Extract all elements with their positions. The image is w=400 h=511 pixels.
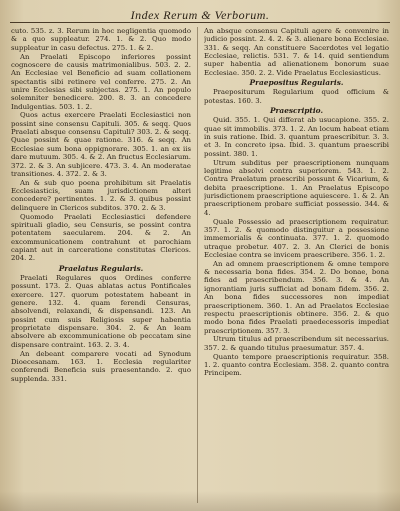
index-entry: An & sub quo poena prohibitum sit Praelatis Ecclesiasticis, suam jurisdictionem alteri concedere? pertinentes. 1. 2. & 3. quibus possint delinquere in Clericos subditos. 370. 2. & 3.	[11, 178, 191, 212]
index-entry: Utrum titulus ad praescribendum sit necessarius. 357. 2. & quando titulus praesumatur. 357. 4.	[204, 335, 389, 352]
header-rule	[10, 22, 390, 23]
index-heading: Praelatus Regularis.	[58, 263, 144, 273]
index-entry: Quid. 355. 1. Qui differat ab usucapione. 355. 2. quae sit immobilis. 373. 1. 2. An locum habeat etiam in suis ratione. Ibid. 3. quantum praescribitur. 3. 3. et 3. In concreto ipsa. Ibid. 3. quantum praescribi possint. 380. 1.	[204, 116, 389, 158]
index-entry: Praelati Regulares quos Ordines conferre possunt. 173. 2. Quas ablatas actus Pontificales exercere. 127. quorum potestatem habeant in genere. 132. 4. quam ferendi Censuras, absolvendi, relaxandi, & dispensandi. 123. An possint cum suis Religiosis super habentia proprietate dispensare. 304. 2. & An leam absolvere ab excommunicatione ob peccatam sine dispensare contraint. 163. 2. 3. 4.	[11, 273, 191, 349]
index-entry: Quanto tempore praescriptionis requiratur. 358. 1. 2. quanto contra Ecclesiam. 358. 2. quanto contra Principem.	[204, 352, 389, 378]
index-entry: Quale Possessio ad praescriptionem requiratur. 357. 1. 2. & quomodo distinguitur a possessione immemorialis & continuata. 377. 1. 2. quomodo utraque probetur. 407. 2. 3. An Clerici de bonis Ecclesiae contra se invicem praescribere. 356. 1. 2.	[204, 217, 389, 259]
index-entry: Utrum subditus per praescriptionem nunquam legitime absolvi contra superiorem. 543. 1. 2. Contra Praelatum praescribi possunt & Vicarium, & debita praescriptione. 1. An Praelatus Episcopo jurisdictionem praescriptione aquiescere. 1. & 2. An praescriptionem probare sufficiat possessio. 344. & 4.	[204, 158, 389, 217]
column-divider	[197, 27, 198, 503]
index-entry: An absque consensu Capituli agere & convenire in judicio possint. 2. 4. 2. & 3. alienare bona Ecclesiae. 331. & seqq. An constituere Sacerdotes vel legatio Ecclesiae, relictis. 531. 7. & 14. quid sentiendum super habentia ad alienationem bonorum suae Ecclesiae. 350. 2. 2. Vide Praelatus Ecclesiasticus.	[204, 27, 389, 77]
index-entry: Quos actus exercere Praelati Ecclesiastici non possint sine consensu Capituli. 305. & seqq. Quos Praelati absque consensu Capituli? 303. 2. & seqq. Quae possint & quae ratione. 316. & seqq. An Ecclesiae sum bona oppignorare. 305. 1. an ex iis dare mutuum. 305. 4. & 2. An fructus Ecclesiarum. 372. 2. & 3. An subjicere. 473. 3. 4. An moderatae transitiones. 4. 372. 2. & 3.	[11, 111, 191, 178]
index-heading: Praepositus Regularis.	[249, 78, 344, 88]
index-entry: An ad omnem praescriptionem & omne tempore & necessaria bona fides. 354. 2. Do bonae, bona fides ad praescribendum. 356. 3. & 4. An ignorantiam juris sufficiat ad bonam fidem. 356. 2. An bona fides successores non impediat praescriptionem. 360. 1. An ad Praelatos Ecclesiae respectu praescriptionis obtinere. 356. 2. & quo modo bona fides Praelati praedecessoris impediat praescriptionem. 357. 3.	[204, 259, 389, 335]
index-entry: An debeant comparere vocati ad Synodum Dioecesanam. 163. 1. Ecclesia regulariter conferendi Beneficia suis praesentando. 2. quo supplenda. 331.	[11, 349, 191, 383]
right-column	[204, 27, 389, 505]
index-entry: Praepositurum Regularium quod officium & potestas. 160. 3.	[204, 88, 389, 105]
index-heading: Praescriptio.	[269, 106, 324, 116]
left-column	[11, 27, 191, 505]
index-entry: An Praelati Episcopo inferiores possint cognoscere de causis matrimonialibus. 503. 2. 2. An Ecclesiae vel Beneficio ad suam collationem spectantis sibi retinere vel conferre. 275. 2. An unire Ecclesias sibi subjectas. 275. 1. An populo solemniter benedicere. 200. 8. 3. an concedere Indulgentias. 503. 1. 2.	[11, 52, 191, 111]
page-shadow	[0, 491, 400, 511]
header-title: Index Rerum & Verborum.	[130, 8, 270, 22]
index-entry: Quomodo Praelati Ecclesiastici defendere spirituali gladio, seu Censuris, se possint contra potentatem saecularem. 204. & 2. An excommunicationem contrahunt et parochiam capiant aut in carceratione constitutas Clericos. 204. 2.	[11, 212, 191, 263]
index-entry: cuto. 535. z. 3. Rerum in hoc negligentia quomodo & a quo suppleatur. 274. 1. & 2. Quo modo suppleatur in casu defectus. 275. 1. & 2.	[11, 27, 191, 52]
